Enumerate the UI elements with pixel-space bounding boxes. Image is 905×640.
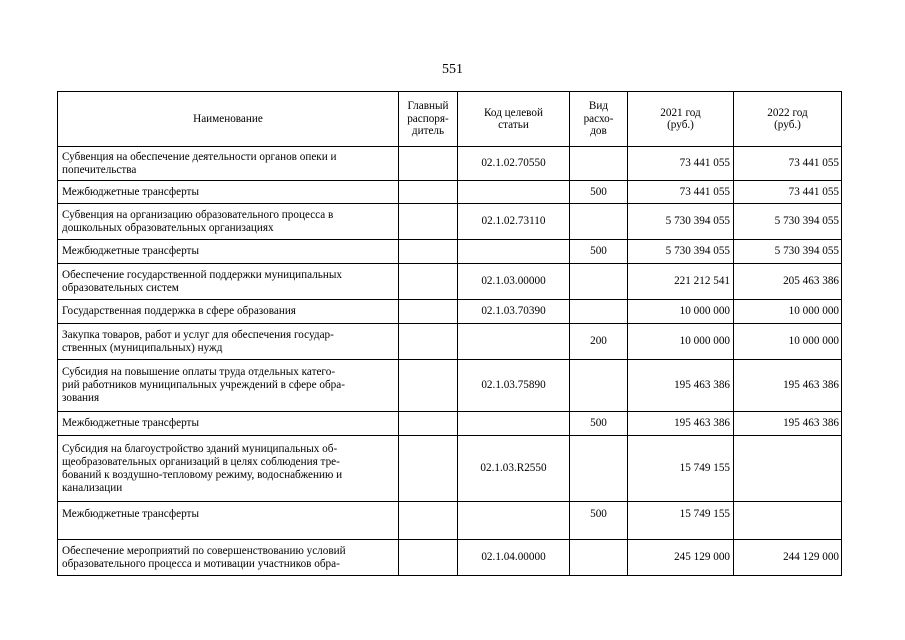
row-manager [399,412,458,436]
row-code [458,502,570,540]
row-type: 500 [570,181,628,204]
row-name: Обеспечение мероприятий по совершенствованию условий образовательного процесса и мотивации участников обра- [58,540,399,576]
row-code: 02.1.03.R2550 [458,436,570,502]
row-2022: 205 463 386 [734,264,842,300]
table-row [58,181,842,204]
table-row [58,324,842,360]
row-2021: 5 730 394 055 [628,240,734,264]
row-manager [399,147,458,181]
row-2022 [734,436,842,502]
row-2021: 73 441 055 [628,181,734,204]
row-2022: 195 463 386 [734,412,842,436]
row-2021: 73 441 055 [628,147,734,181]
row-type [570,436,628,502]
row-code: 02.1.03.75890 [458,360,570,412]
row-code: 02.1.03.70390 [458,300,570,324]
table-row [58,502,842,540]
table-row [58,147,842,181]
row-name: Межбюджетные трансферты [58,502,399,540]
row-name: Субсидия на благоустройство зданий муниципальных об- щеобразовательных организаций в целях соблюдения тре- бований к воздушно-тепловому режиму, водоснабжению и канализации [58,436,399,502]
row-code: 02.1.02.73110 [458,204,570,240]
row-code [458,412,570,436]
row-type: 500 [570,502,628,540]
row-name: Государственная поддержка в сфере образования [58,300,399,324]
row-name: Субвенция на организацию образовательного процесса в дошкольных образовательных организациях [58,204,399,240]
table-row [58,540,842,576]
row-2022: 195 463 386 [734,360,842,412]
row-2022: 5 730 394 055 [734,240,842,264]
table-row [58,264,842,300]
row-2022 [734,502,842,540]
row-type [570,264,628,300]
row-code [458,181,570,204]
row-manager [399,264,458,300]
header-row [58,92,842,147]
row-code: 02.1.02.70550 [458,147,570,181]
row-type [570,300,628,324]
row-type [570,360,628,412]
header-2022: 2022 год (руб.) [734,92,842,147]
row-code: 02.1.04.00000 [458,540,570,576]
row-manager [399,360,458,412]
row-2021: 245 129 000 [628,540,734,576]
row-type [570,540,628,576]
row-type: 200 [570,324,628,360]
header-2021: 2021 год (руб.) [628,92,734,147]
page-number: 551 [442,62,463,77]
row-manager [399,300,458,324]
header-code: Код целевой статьи [458,92,570,147]
row-name: Субсидия на повышение оплаты труда отдельных катего- рий работников муниципальных учреждений в сфере обра- зования [58,360,399,412]
row-code [458,240,570,264]
row-2021: 195 463 386 [628,360,734,412]
header-manager: Главный распоря- дитель [399,92,458,147]
header-name: Наименование [58,92,399,147]
row-2021: 10 000 000 [628,300,734,324]
row-manager [399,240,458,264]
header-type: Вид расхо- дов [570,92,628,147]
table-row [58,360,842,412]
row-type: 500 [570,240,628,264]
row-manager [399,502,458,540]
row-name: Межбюджетные трансферты [58,240,399,264]
row-name: Субвенция на обеспечение деятельности органов опеки и попечительства [58,147,399,181]
row-manager [399,181,458,204]
row-2021: 221 212 541 [628,264,734,300]
table-row [58,412,842,436]
row-2021: 5 730 394 055 [628,204,734,240]
row-2022: 244 129 000 [734,540,842,576]
row-type [570,204,628,240]
row-code [458,324,570,360]
row-type [570,147,628,181]
table-row [58,436,842,502]
row-2022: 73 441 055 [734,147,842,181]
row-2021: 10 000 000 [628,324,734,360]
row-2022: 73 441 055 [734,181,842,204]
row-2022: 10 000 000 [734,324,842,360]
row-manager [399,204,458,240]
row-manager [399,540,458,576]
row-2021: 15 749 155 [628,502,734,540]
table-row [58,204,842,240]
row-manager [399,436,458,502]
row-name: Межбюджетные трансферты [58,412,399,436]
row-name: Обеспечение государственной поддержки муниципальных образовательных систем [58,264,399,300]
row-2022: 10 000 000 [734,300,842,324]
budget-table [57,91,842,576]
row-2021: 15 749 155 [628,436,734,502]
row-manager [399,324,458,360]
table-row [58,300,842,324]
table-row [58,240,842,264]
row-2022: 5 730 394 055 [734,204,842,240]
row-name: Межбюджетные трансферты [58,181,399,204]
row-2021: 195 463 386 [628,412,734,436]
row-name: Закупка товаров, работ и услуг для обеспечения государ- ственных (муниципальных) нужд [58,324,399,360]
row-code: 02.1.03.00000 [458,264,570,300]
row-type: 500 [570,412,628,436]
